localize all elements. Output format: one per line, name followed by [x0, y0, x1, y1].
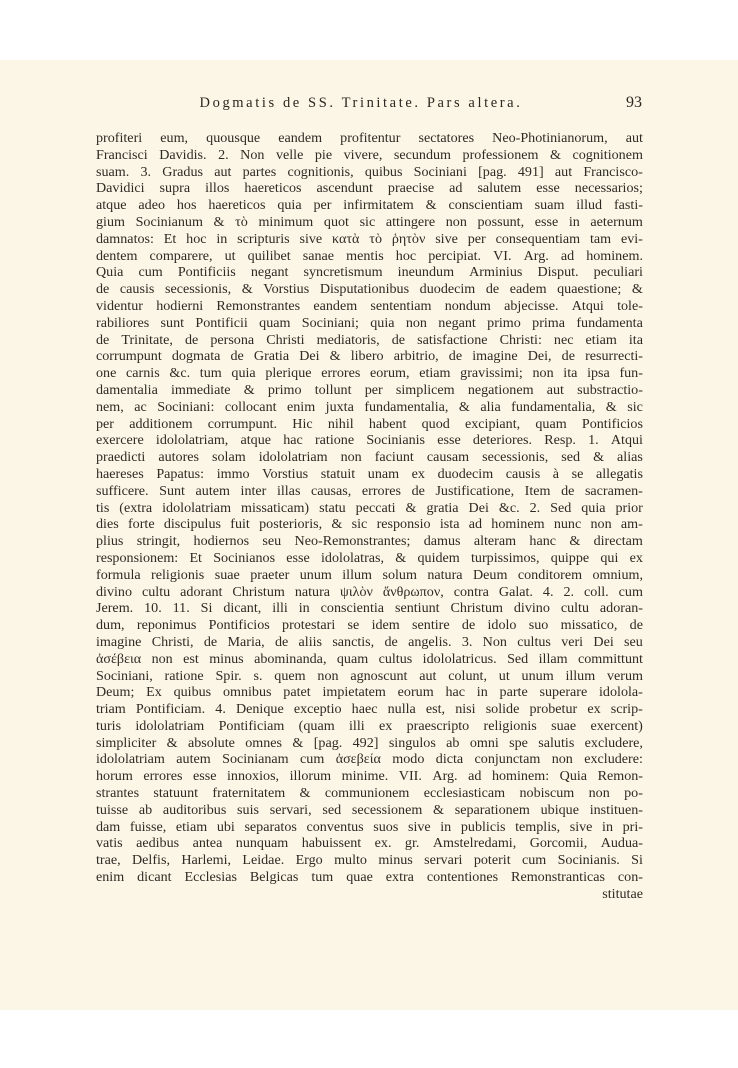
text-line: per additionem corrumpunt. Hic nihil habent quod excipiant, quam Pontificios: [96, 415, 643, 432]
text-line: suam. 3. Gradus aut partes cognitionis, quibus Sociniani [pag. 491] aut Francisco-: [96, 163, 643, 180]
text-line: dum, reponimus Pontificios protestari se idem sentire de idolo suo missatico, de: [96, 617, 643, 634]
text-line: ἀσέβεια non est minus abominanda, quam cultus idololatricus. Sed illam committunt: [96, 650, 643, 667]
text-line: dentem comparere, ut quilibet sanae mentis hoc percipiat. VI. Arg. ad hominem.: [96, 247, 643, 264]
text-line: Jerem. 10. 11. Si dicant, illi in conscientia sentiunt Christum divino cultu adoran-: [96, 600, 643, 617]
text-line: praedicti autores solam idololatriam non faciunt causam secessionis, sed & alias: [96, 449, 643, 466]
text-line: Deum; Ex quibus omnibus patet impietatem eorum hac in parte superare idolola-: [96, 684, 643, 701]
text-line: rabiliores sunt Pontificii quam Sociniani; quia non negant primo prima fundamenta: [96, 314, 643, 331]
text-line: exercere idololatriam, atque hac ratione Socinianis esse deteriores. Resp. 1. Atqui: [96, 432, 643, 449]
body-text: [96, 130, 643, 903]
text-line: damentalia immediate & primo tollunt per simplicem negationem aut substractio-: [96, 381, 643, 398]
text-line: damnatos: Et hoc in scripturis sive κατὰ τὸ ῥητὸν sive per consequentiam tam evi-: [96, 230, 643, 247]
text-line: trae, Delfis, Harlemi, Leidae. Ergo multo minus servari poterit cum Socinianis. Si: [96, 852, 643, 869]
text-line: simpliciter & absolute omnes & [pag. 492] singulos ab omni spe salutis excludere,: [96, 734, 643, 751]
text-line: plius stringit, hodiernos seu Neo-Remonstrantes; damus alteram hanc & directam: [96, 533, 643, 550]
text-line: nem, ac Sociniani: collocant enim juxta fundamentalia, & alia fundamentalia, & sic: [96, 398, 643, 415]
text-line: dies forte discipulus fuit posterioris, & sic responsio ista ad hominem nunc non am-: [96, 516, 643, 533]
text-line: divino cultu adorant Christum natura ψιλὸν ἄνθρωπον, contra Galat. 4. 2. coll. cum: [96, 583, 643, 600]
text-line: Davidici supra illos haereticos ascendunt praecise ad salutem esse necessarios;: [96, 180, 643, 197]
text-line: sufficere. Sunt autem inter illas causas, errores de Justificatione, Item de sacramen-: [96, 482, 643, 499]
text-line: de causis secessionis, & Vorstius Disputationibus duodecim de eadem quaestione; &: [96, 281, 643, 298]
book-page: [0, 60, 738, 1010]
running-head: [96, 94, 642, 112]
text-line: idololatriam autem Socinianam cum ἀσεβεία modo dicta conjunctam non excludere:: [96, 751, 643, 768]
text-line: corrumpunt dogmata de Gratia Dei & libero arbitrio, de imagine Dei, de resurrecti-: [96, 348, 643, 365]
text-line: Quia cum Pontificiis negant syncretismum ineundum Arminius Disput. peculiari: [96, 264, 643, 281]
text-line: videntur hodierni Remonstrantes eandem sententiam nondum abjecisse. Atqui tole-: [96, 297, 643, 314]
text-line: turis idololatriam Pontificiam (quam illi ex praescripto religionis suae exercent): [96, 717, 643, 734]
text-line: vatis aedibus antea nunquam habuissent ex. gr. Amstelredami, Gorcomii, Auduа-: [96, 835, 643, 852]
text-line: responsionem: Et Socinianos esse idololatras, & quidem turpissimos, quippe qui ex: [96, 549, 643, 566]
text-line: de Trinitate, de persona Christi mediatoris, de satisfactione Christi: nec etiam ita: [96, 331, 643, 348]
text-line: tis (extra idololatriam missaticam) statu peccati & gratia Dei &c. 2. Sed quia prior: [96, 499, 643, 516]
text-line: strantes statuunt fraternitatem & communionem ecclesiasticam nobiscum non po-: [96, 785, 643, 802]
text-line: profiteri eum, quousque eandem profitentur sectatores Neo-Photinianorum, aut: [96, 130, 643, 146]
text-line: horum errores esse innoxios, illorum minime. VII. Arg. ad hominem: Quia Remon-: [96, 768, 643, 785]
text-line: one carnis &c. tum quia plerique errores eorum, etiam gravissimi; non ita ipsa fun-: [96, 365, 643, 382]
text-line: formula religionis suae praeter unum illum solum natura Deum conditorem omnium,: [96, 566, 643, 583]
text-line: imagine Christi, de Maria, de aliis sanctis, de angelis. 3. Non cultus veri Dei seu: [96, 633, 643, 650]
page-number: 93: [626, 94, 642, 111]
text-line: dam fuisse, etiam ubi separatos conventus suos sive in publicis templis, sive in pri-: [96, 818, 643, 835]
text-line: tuisse ab auditoribus suis servari, sed secessionem & separationem ubique instituen-: [96, 801, 643, 818]
text-line: atque adeo hos haereticos quia per infirmitatem & conscientiam suam illud fasti-: [96, 197, 643, 214]
text-line: Sociniani, ratione Spir. s. quem non agnoscunt aut colunt, ut unum illum verum: [96, 667, 643, 684]
text-line: gium Socinianum & τὸ minimum quot sic attingere non possunt, esse in aeternum: [96, 213, 643, 230]
text-line: enim dicant Ecclesias Belgicas tum quae extra contentiones Remonstranticas con-: [96, 869, 643, 886]
running-title: Dogmatis de SS. Trinitate. Pars altera.: [199, 95, 523, 111]
text-line: triam Pontificiam. 4. Denique exceptio haec nulla est, nisi solide probetur ex scrip-: [96, 701, 643, 718]
catchword: stitutae: [602, 885, 643, 902]
text-line: Francisci Davidis. 2. Non velle pie vivere, secundum professionem & cognitionem: [96, 146, 643, 163]
text-line: haereses Papatus: immo Vorstius statuit unam ex duodecim causis à se allegatis: [96, 465, 643, 482]
